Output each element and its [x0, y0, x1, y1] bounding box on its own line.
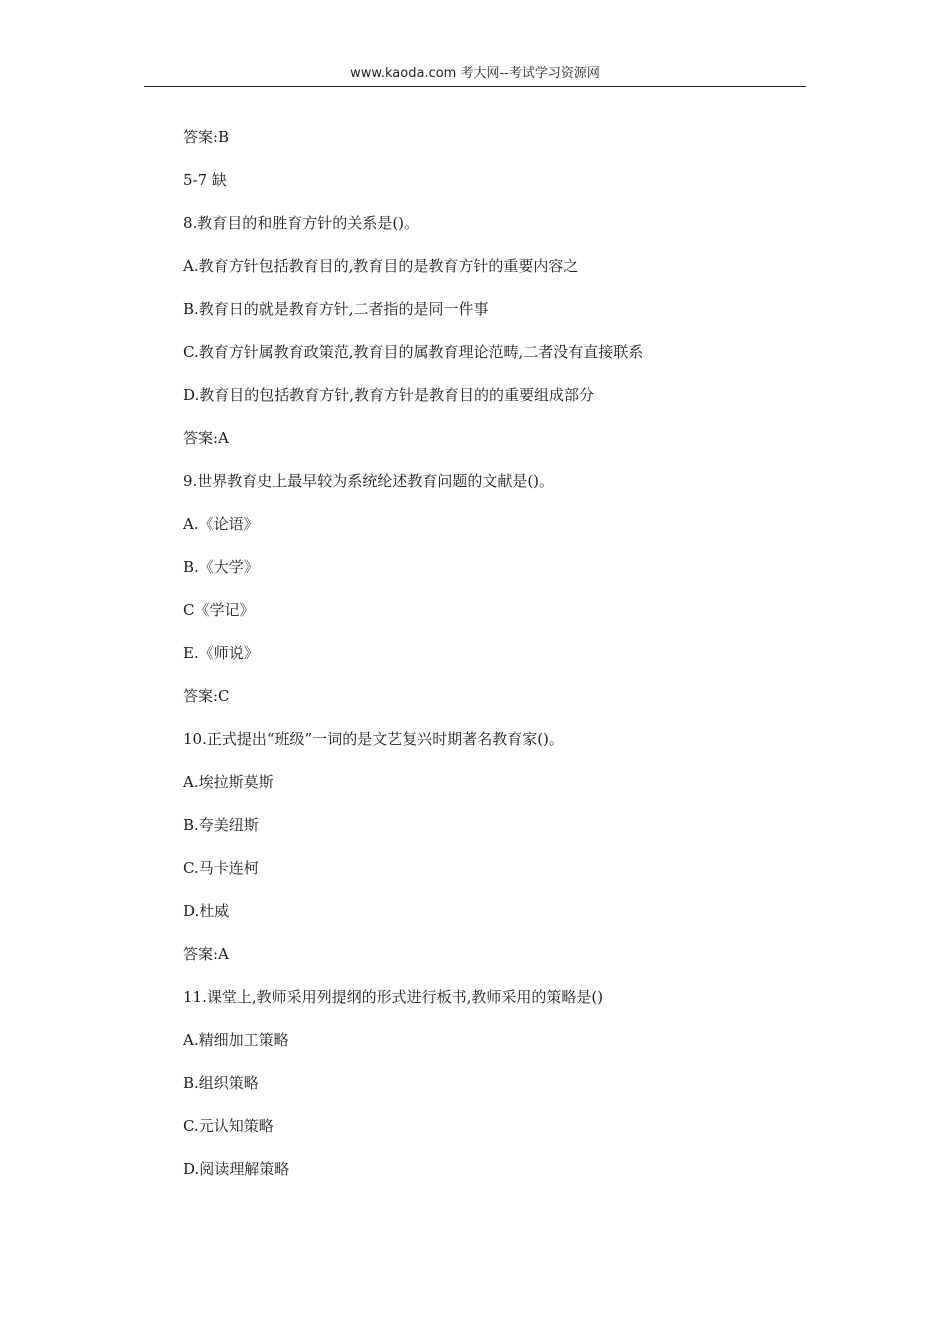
page-header [144, 64, 806, 87]
question-10-option-d: D.杜威 [183, 902, 230, 920]
question-8-answer: 答案:A [183, 429, 229, 447]
document-body [183, 121, 823, 1196]
question-9-option-b: B.《大学》 [183, 558, 259, 576]
question-8: 8.教育目的和胜育方针的关系是()。 [183, 214, 420, 232]
answer-line: 答案:B [183, 128, 230, 146]
question-10-answer: 答案:A [183, 945, 229, 963]
missing-questions-note: 5-7 缺 [183, 171, 227, 189]
question-10: 10.正式提出“班级”一词的是文艺复兴时期著名教育家()。 [183, 730, 564, 748]
question-11-option-a: A.精细加工策略 [183, 1031, 289, 1049]
question-11: 11.课堂上,教师采用列提纲的形式进行板书,教师采用的策略是() [183, 988, 604, 1006]
question-9-option-e: E.《师说》 [183, 644, 259, 662]
question-8-option-a: A.教育方针包括教育目的,教育目的是教育方针的重要内容之 [183, 257, 579, 275]
question-11-option-c: C.元认知策略 [183, 1117, 274, 1135]
question-9-option-c: C《学记》 [183, 601, 255, 619]
question-8-option-b: B.教育日的就是教育方针,二者指的是同一件事 [183, 300, 489, 318]
question-11-option-d: D.阅读理解策略 [183, 1160, 290, 1178]
question-10-option-b: B.夸美纽斯 [183, 816, 259, 834]
question-8-option-c: C.教育方针属教育政策范,教育目的属教育理论范畴,二者没有直接联系 [183, 343, 644, 361]
header-text: www.kaoda.com 考大网--考试学习资源网 [350, 66, 600, 81]
question-8-option-d: D.教育目的包括教育方针,教育方针是教育目的的重要组成部分 [183, 386, 595, 404]
question-11-option-b: B.组织策略 [183, 1074, 259, 1092]
question-10-option-c: C.马卡连柯 [183, 859, 259, 877]
question-9: 9.世界教育史上最早较为系统纶述教育问题的文献是()。 [183, 472, 555, 490]
question-9-option-a: A.《论语》 [183, 515, 259, 533]
question-9-answer: 答案:C [183, 687, 230, 705]
question-10-option-a: A.埃拉斯莫斯 [183, 773, 274, 791]
